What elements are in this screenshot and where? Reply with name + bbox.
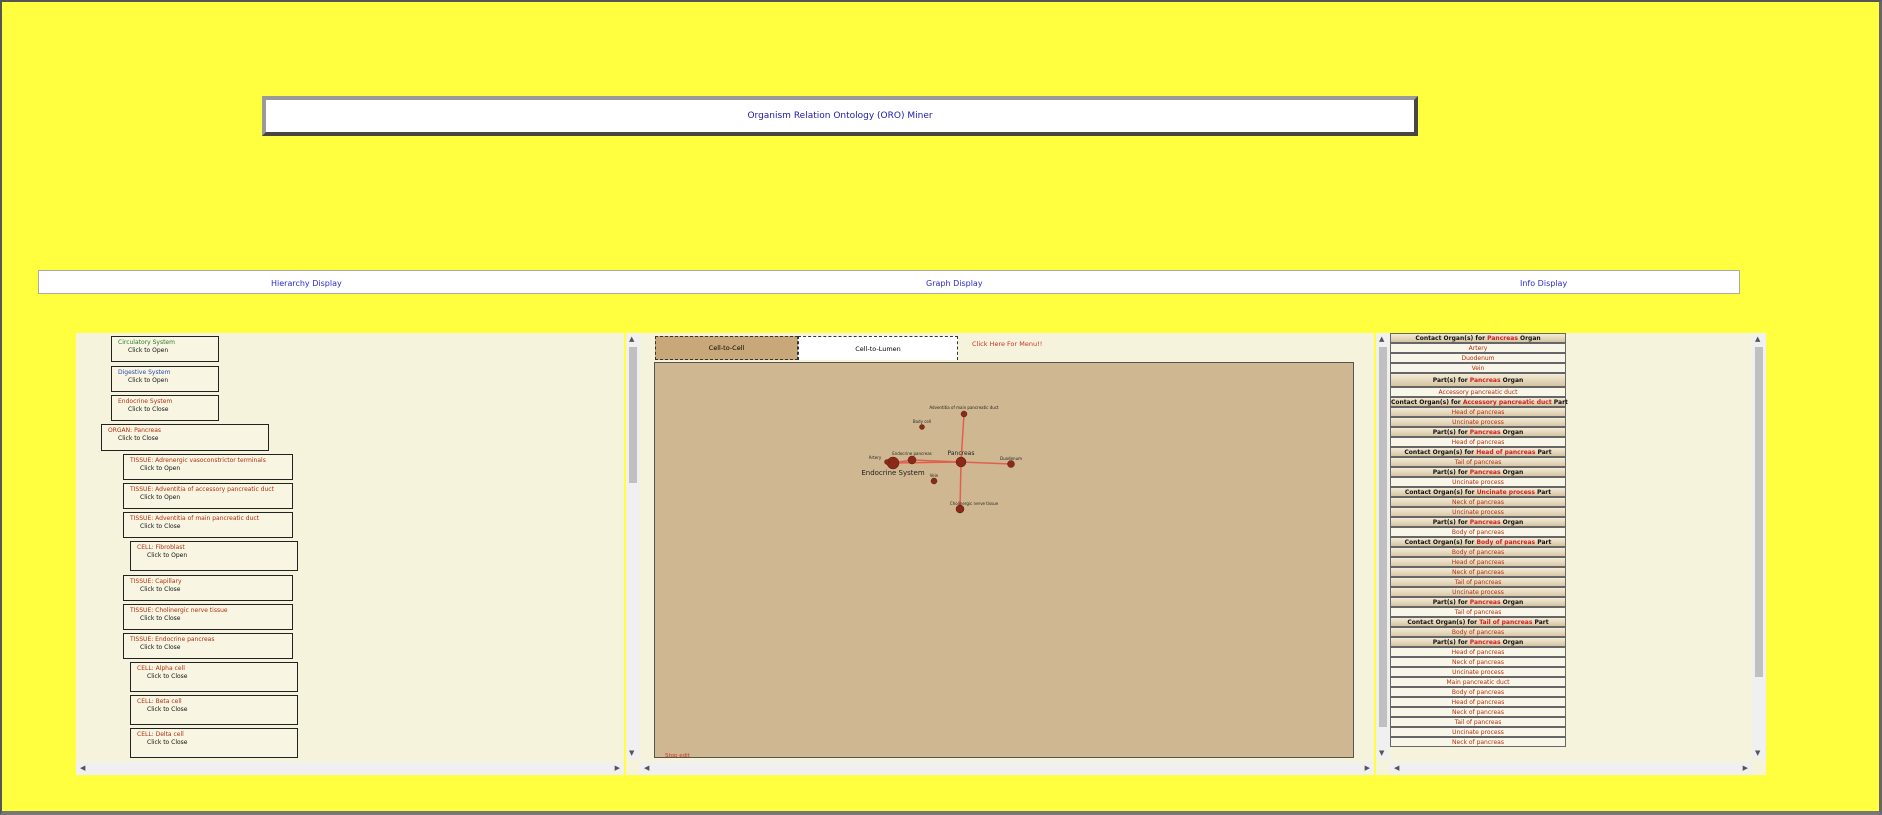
hierarchy-panel bbox=[76, 333, 624, 775]
info-left-scrollbar[interactable] bbox=[1376, 333, 1390, 759]
info-section-header bbox=[1390, 373, 1566, 387]
info-header-text: Part(s) for bbox=[1432, 519, 1470, 526]
tree-node-title: TISSUE: Capillary bbox=[130, 578, 182, 585]
graph-node[interactable] bbox=[956, 505, 964, 513]
graph-node-label: Pancreas bbox=[947, 450, 975, 457]
info-section-header bbox=[1390, 617, 1566, 627]
tree-node-toggle[interactable]: Click to Close bbox=[140, 615, 181, 623]
info-header-text: Contact Organ(s) for bbox=[1404, 449, 1477, 456]
tree-node[interactable] bbox=[123, 604, 293, 630]
info-item: Tail of pancreas bbox=[1390, 717, 1566, 727]
tree-node-toggle[interactable]: Click to Open bbox=[128, 377, 169, 385]
tree-node-toggle[interactable]: Click to Close bbox=[147, 673, 188, 681]
tab-cell-to-cell[interactable]: Cell-to-Cell bbox=[655, 336, 798, 360]
graph-edge bbox=[961, 462, 1011, 464]
info-section-header bbox=[1390, 597, 1566, 607]
graph-node-label: Duodenum bbox=[999, 456, 1023, 461]
tree-node[interactable] bbox=[123, 575, 293, 601]
info-header-text: Contact Organ(s) for bbox=[1415, 335, 1488, 342]
info-item: Accessory pancreatic duct bbox=[1390, 387, 1566, 397]
info-item: Body of pancreas bbox=[1390, 687, 1566, 697]
info-item: Artery bbox=[1390, 343, 1566, 353]
info-header-text: Organ bbox=[1500, 519, 1524, 526]
tree-node[interactable] bbox=[111, 366, 219, 392]
tree-node-title: CELL: Fibroblast bbox=[137, 544, 185, 551]
graph-node-label: Adventitia of main pancreatic duct bbox=[929, 405, 999, 410]
info-item: Head of pancreas bbox=[1390, 697, 1566, 707]
info-item: Head of pancreas bbox=[1390, 557, 1566, 567]
scroll-left-icon[interactable]: ◀ bbox=[644, 764, 650, 772]
scroll-up-icon[interactable]: ▲ bbox=[1379, 335, 1385, 343]
info-item: Neck of pancreas bbox=[1390, 737, 1566, 747]
info-table bbox=[1390, 333, 1566, 761]
info-horizontal-scrollbar[interactable] bbox=[1390, 762, 1752, 775]
graph-horizontal-scrollbar[interactable] bbox=[640, 762, 1374, 775]
graph-node-label: Body cell bbox=[912, 419, 932, 424]
tree-node-toggle[interactable]: Click to Open bbox=[147, 552, 188, 560]
tree-node-title: TISSUE: Adventitia of accessory pancreatic duct bbox=[130, 486, 274, 493]
tree-node-toggle[interactable]: Click to Open bbox=[140, 465, 181, 473]
info-section-header bbox=[1390, 537, 1566, 547]
tree-node-toggle[interactable]: Click to Close bbox=[147, 706, 188, 714]
info-entity-name: Head of pancreas bbox=[1476, 449, 1536, 456]
info-entity-name: Accessory pancreatic duct bbox=[1462, 399, 1552, 406]
tree-node-toggle[interactable]: Click to Close bbox=[140, 523, 181, 531]
graph-node-label: Endocrine System bbox=[861, 469, 925, 477]
info-section-header bbox=[1390, 637, 1566, 647]
scroll-left-icon[interactable]: ◀ bbox=[80, 764, 86, 772]
tree-node[interactable] bbox=[130, 541, 298, 571]
info-item: Uncinate process bbox=[1390, 587, 1566, 597]
tree-node-toggle[interactable]: Click to Close bbox=[118, 435, 159, 443]
info-item: Uncinate process bbox=[1390, 417, 1566, 427]
tree-node[interactable] bbox=[130, 728, 298, 758]
stop-edit-link[interactable]: Stop edit bbox=[665, 753, 690, 759]
info-header-text: Part bbox=[1551, 399, 1568, 406]
info-header-text: Organ bbox=[1500, 599, 1524, 606]
graph-node-label: Vein bbox=[929, 473, 939, 478]
info-item: Duodenum bbox=[1390, 353, 1566, 363]
info-item: Neck of pancreas bbox=[1390, 657, 1566, 667]
info-item: Uncinate process bbox=[1390, 727, 1566, 737]
info-section-header bbox=[1390, 427, 1566, 437]
info-item: Head of pancreas bbox=[1390, 647, 1566, 657]
info-header-text: Organ bbox=[1500, 429, 1524, 436]
scroll-down-icon[interactable]: ▼ bbox=[1379, 749, 1385, 757]
tree-node[interactable] bbox=[130, 695, 298, 725]
hierarchy-horizontal-scrollbar[interactable] bbox=[76, 762, 624, 775]
graph-node-label: Cholinergic nerve tissue bbox=[949, 501, 999, 506]
tree-node-title: TISSUE: Endocrine pancreas bbox=[130, 636, 215, 643]
info-item: Vein bbox=[1390, 363, 1566, 373]
scroll-down-icon[interactable]: ▼ bbox=[629, 749, 635, 757]
tree-node[interactable] bbox=[111, 395, 219, 421]
tab-info-display[interactable]: Info Display bbox=[1520, 279, 1568, 288]
info-item: Head of pancreas bbox=[1390, 437, 1566, 447]
scroll-down-icon[interactable]: ▼ bbox=[1755, 749, 1761, 757]
graph-node[interactable] bbox=[885, 460, 890, 465]
graph-svg bbox=[655, 363, 1355, 759]
tree-node[interactable] bbox=[123, 454, 293, 480]
tree-node[interactable] bbox=[111, 336, 219, 362]
info-section-header bbox=[1390, 333, 1566, 343]
scroll-up-icon[interactable]: ▲ bbox=[1755, 335, 1761, 343]
info-entity-name: Pancreas bbox=[1487, 335, 1518, 342]
tree-node-toggle[interactable]: Click to Open bbox=[128, 347, 169, 355]
graph-canvas[interactable] bbox=[654, 362, 1354, 758]
info-header-text: Part(s) for bbox=[1432, 429, 1470, 436]
info-section-header bbox=[1390, 397, 1566, 407]
app-title: Organism Relation Ontology (ORO) Miner bbox=[747, 111, 933, 121]
info-item: Neck of pancreas bbox=[1390, 707, 1566, 717]
scroll-right-icon[interactable]: ▶ bbox=[1742, 764, 1748, 772]
info-header-text: Part(s) for bbox=[1432, 469, 1470, 476]
graph-node-label: Artery bbox=[868, 455, 882, 460]
info-header-text: Part bbox=[1532, 619, 1549, 626]
info-header-text: Contact Organ(s) for bbox=[1407, 619, 1480, 626]
info-entity-name: Pancreas bbox=[1469, 377, 1501, 384]
graph-node[interactable] bbox=[1008, 461, 1015, 468]
info-header-text: Organ bbox=[1500, 639, 1524, 646]
graph-node[interactable] bbox=[931, 478, 937, 484]
info-header-text: Part(s) for bbox=[1432, 377, 1470, 384]
scroll-right-icon[interactable]: ▶ bbox=[614, 764, 620, 772]
info-entity-name: Pancreas bbox=[1469, 469, 1501, 476]
tree-node[interactable] bbox=[123, 512, 293, 538]
info-item: Tail of pancreas bbox=[1390, 577, 1566, 587]
info-item: Body of pancreas bbox=[1390, 547, 1566, 557]
tree-node[interactable] bbox=[123, 483, 293, 509]
info-header-text: Organ bbox=[1517, 335, 1541, 342]
graph-node[interactable] bbox=[961, 411, 967, 417]
tree-node-toggle[interactable]: Click to Close bbox=[140, 586, 181, 594]
info-header-text: Organ bbox=[1500, 469, 1524, 476]
tree-node-title: CELL: Alpha cell bbox=[137, 665, 185, 672]
tab-graph-display[interactable]: Graph Display bbox=[926, 279, 983, 288]
info-section-header bbox=[1390, 517, 1566, 527]
menu-link[interactable]: Click Here For Menu!! bbox=[972, 340, 1043, 348]
info-section-header bbox=[1390, 487, 1566, 497]
info-entity-name: Pancreas bbox=[1469, 599, 1501, 606]
graph-node[interactable] bbox=[920, 425, 925, 430]
info-item: Tail of pancreas bbox=[1390, 607, 1566, 617]
info-scroll-thumb[interactable] bbox=[1379, 347, 1387, 727]
info-item: Main pancreatic duct bbox=[1390, 677, 1566, 687]
info-header-text: Part bbox=[1534, 489, 1552, 496]
tree-node-title: TISSUE: Adrenergic vasoconstrictor terminals bbox=[130, 457, 266, 464]
tree-node-title: Circulatory System bbox=[118, 339, 175, 346]
info-right-scroll-thumb[interactable] bbox=[1755, 347, 1763, 677]
info-section-header bbox=[1390, 467, 1566, 477]
graph-node[interactable] bbox=[956, 457, 966, 467]
info-header-text: Part bbox=[1535, 449, 1552, 456]
info-item: Neck of pancreas bbox=[1390, 567, 1566, 577]
graph-node-label: Endocrine pancreas bbox=[892, 451, 932, 456]
scroll-left-icon[interactable]: ◀ bbox=[1394, 764, 1400, 772]
tree-node[interactable] bbox=[130, 662, 298, 692]
info-item: Uncinate process bbox=[1390, 507, 1566, 517]
info-item: Tail of pancreas bbox=[1390, 457, 1566, 467]
tree-node-toggle[interactable]: Click to Close bbox=[147, 739, 188, 747]
info-item: Neck of pancreas bbox=[1390, 497, 1566, 507]
tree-node-toggle[interactable]: Click to Close bbox=[140, 644, 181, 652]
tree-node-title: TISSUE: Adventitia of main pancreatic duct bbox=[130, 515, 260, 522]
tree-node-toggle[interactable]: Click to Open bbox=[140, 494, 181, 502]
info-header-text: Contact Organ(s) for bbox=[1404, 539, 1477, 546]
tree-node-title: Digestive System bbox=[118, 369, 171, 376]
info-item: Uncinate process bbox=[1390, 477, 1566, 487]
tab-cell-to-lumen[interactable]: Cell-to-Lumen bbox=[798, 336, 958, 360]
tree-node[interactable] bbox=[123, 633, 293, 659]
info-item: Uncinate process bbox=[1390, 667, 1566, 677]
info-right-scrollbar[interactable] bbox=[1752, 333, 1766, 759]
tree-node-title: ORGAN: Pancreas bbox=[108, 427, 162, 434]
scroll-up-icon[interactable]: ▲ bbox=[629, 335, 635, 343]
info-entity-name: Tail of pancreas bbox=[1479, 619, 1533, 626]
graph-scroll-thumb[interactable] bbox=[629, 347, 637, 483]
info-item: Body of pancreas bbox=[1390, 527, 1566, 537]
info-entity-name: Body of pancreas bbox=[1476, 539, 1536, 546]
info-entity-name: Uncinate process bbox=[1476, 489, 1535, 496]
info-header-text: Part bbox=[1535, 539, 1552, 546]
tree-node-title: CELL: Beta cell bbox=[137, 698, 182, 705]
info-entity-name: Pancreas bbox=[1469, 639, 1501, 646]
graph-node[interactable] bbox=[908, 456, 916, 464]
tree-node[interactable] bbox=[101, 424, 269, 451]
info-header-text: Contact Organ(s) for bbox=[1404, 489, 1477, 496]
tree-node-title: CELL: Delta cell bbox=[137, 731, 184, 738]
info-header-text: Contact Organ(s) for bbox=[1391, 399, 1463, 406]
tab-hierarchy-display[interactable]: Hierarchy Display bbox=[271, 279, 342, 288]
info-header-text: Organ bbox=[1500, 377, 1524, 384]
display-tabs-bar bbox=[38, 270, 1740, 294]
info-item: Head of pancreas bbox=[1390, 407, 1566, 417]
info-item: Body of pancreas bbox=[1390, 627, 1566, 637]
graph-edge bbox=[893, 462, 961, 463]
tree-node-title: TISSUE: Cholinergic nerve tissue bbox=[130, 607, 228, 614]
app-title-box bbox=[262, 96, 1418, 136]
info-entity-name: Pancreas bbox=[1469, 429, 1501, 436]
info-header-text: Part(s) for bbox=[1432, 639, 1470, 646]
tree-node-toggle[interactable]: Click to Close bbox=[128, 406, 169, 414]
info-header-text: Part(s) for bbox=[1432, 599, 1470, 606]
graph-vertical-scrollbar[interactable] bbox=[626, 333, 640, 759]
scroll-right-icon[interactable]: ▶ bbox=[1364, 764, 1370, 772]
info-section-header bbox=[1390, 447, 1566, 457]
tree-node-title: Endocrine System bbox=[118, 398, 173, 405]
info-entity-name: Pancreas bbox=[1469, 519, 1501, 526]
